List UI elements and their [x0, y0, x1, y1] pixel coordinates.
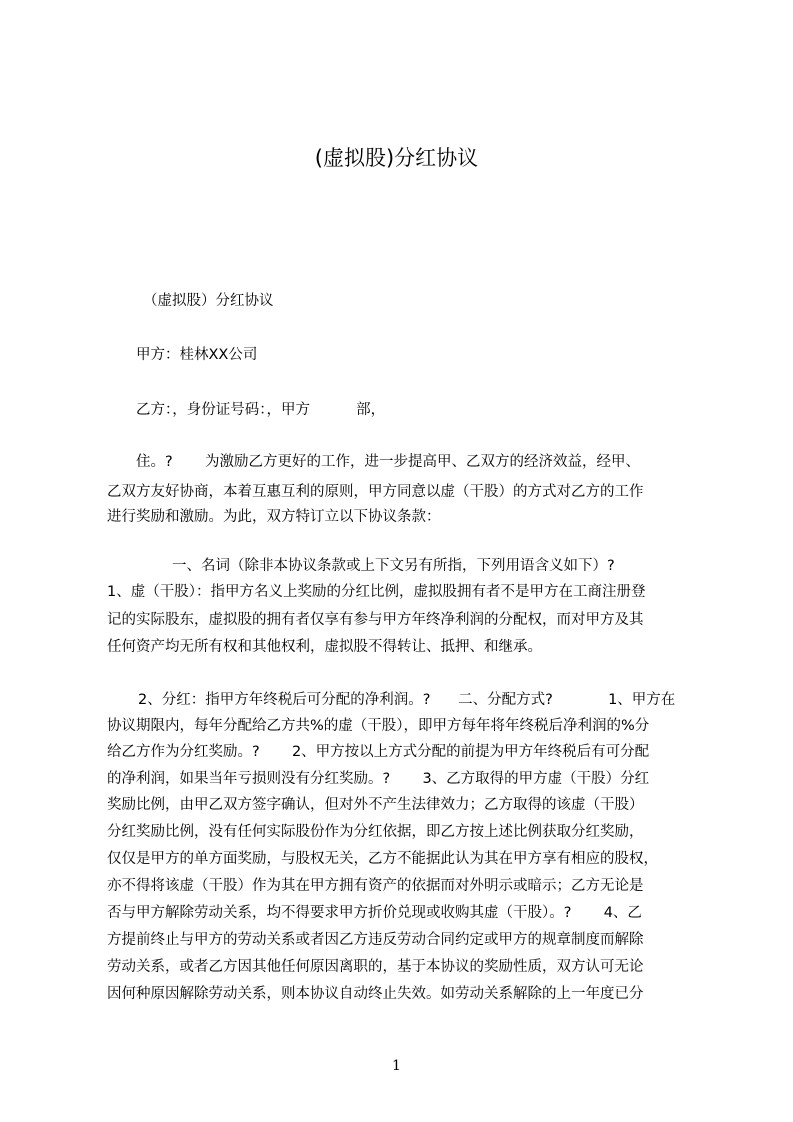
clause-line: 给乙方作为分红奖励。? 2、甲方按以上方式分配的前提为甲方年终税后有可分配 [107, 744, 650, 760]
page-number: 1 [392, 1058, 401, 1074]
preamble-line: 进行奖励和激励。为此，双方特订立以下协议条款： [107, 509, 441, 525]
clause-line: 2、分红：指甲方年终税后可分配的净利润。? 二、分配方式? 1、甲方在 [138, 692, 676, 708]
clause-line: 劳动关系，或者乙方因其他任何原因离职的，基于本协议的奖励性质，双方认可无论 [107, 959, 644, 975]
clause-line: 奖励比例，由甲乙双方签字确认，但对外不产生法律效力；乙方取得的该虚（干股） [107, 797, 644, 813]
clause-line: 方提前终止与甲方的劳动关系或者因乙方违反劳动合同约定或甲方的规章制度而解除 [107, 932, 644, 948]
clause-line: 否与甲方解除劳动关系，均不得要求甲方折价兑现或收购其虚（干股）。? 4、乙 [107, 905, 642, 921]
document-title: (虚拟股)分红协议 [314, 146, 479, 170]
clause-line: 分红奖励比例，没有任何实际股份作为分红依据，即乙方按上述比例获取分红奖励， [107, 824, 644, 840]
clause-line: 因何种原因解除劳动关系，则本协议自动终止失效。如劳动关系解除的上一年度已分 [107, 986, 644, 1002]
definition-line: 任何资产均无所有权和其他权利，虚拟股不得转让、抵押、和继承。 [107, 639, 542, 655]
clause-line: 协议期限内，每年分配给乙方共%的虚（干股），即甲方每年将年终税后净利润的%分 [107, 718, 650, 734]
party-a-line: 甲方：桂林XX公司 [136, 347, 258, 363]
clause-line: 仅仅是甲方的单方面奖励，与股权无关，乙方不能据此认为其在甲方享有相应的股权， [107, 851, 658, 867]
definition-line: 记的实际股东，虚拟股的拥有者仅享有参与甲方年终净利润的分配权，而对甲方及其 [107, 612, 644, 628]
definition-line: 1、虚（干股）：指甲方名义上奖励的分红比例，虚拟股拥有者不是甲方在工商注册登 [107, 584, 646, 600]
section-heading: 一、名词（除非本协议条款或上下文另有所指，下列用语含义如下）? [172, 558, 615, 574]
subtitle-line: （虚拟股）分红协议 [143, 293, 274, 309]
party-b-line: 乙方：，身份证号码：，甲方 部， [136, 402, 386, 418]
clause-line: 的净利润，如果当年亏损则没有分红奖励。? 3、乙方取得的甲方虚（干股）分红 [107, 771, 650, 787]
preamble-line: 住。? 为激励乙方更好的工作，进一步提高甲、乙双方的经济效益，经甲、 [136, 454, 640, 470]
preamble-line: 乙双方友好协商，本着互惠互利的原则，甲方同意以虚（干股）的方式对乙方的工作 [107, 484, 644, 500]
clause-line: 亦不得将该虚（干股）作为其在甲方拥有资产的依据而对外明示或暗示；乙方无论是 [107, 878, 644, 894]
